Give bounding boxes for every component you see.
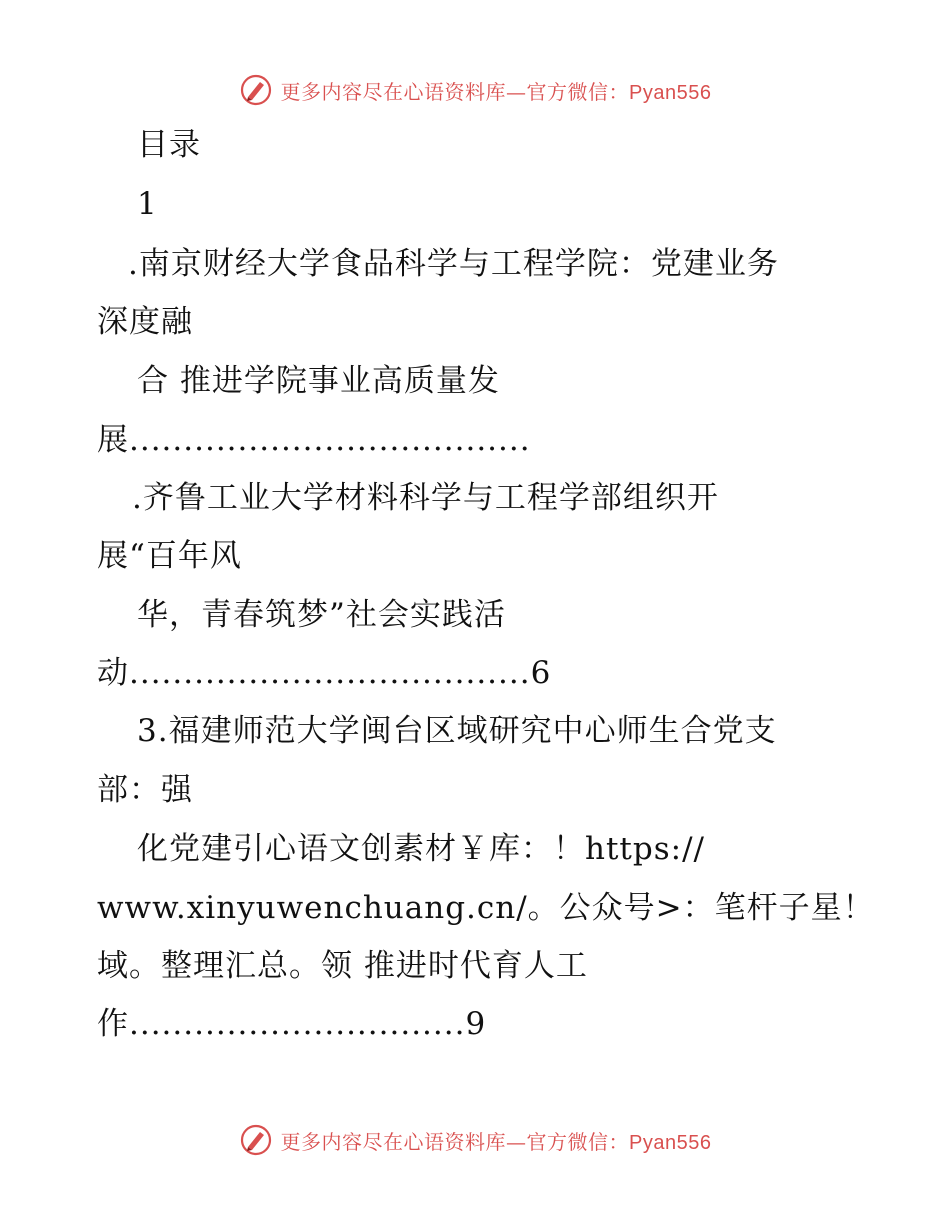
header-watermark xyxy=(0,70,950,110)
watermark-text: 更多内容尽在心语资料库—官方微信：Pyan556 xyxy=(280,79,712,104)
toc-line: 化党建引心语文创素材￥库：！https:// xyxy=(137,831,705,867)
toc-line: 展“百年风 xyxy=(97,538,242,574)
toc-line: 域。整理汇总。领 推进时代育人工 xyxy=(97,948,588,984)
toc-line: 深度融 xyxy=(97,304,193,340)
toc-line: 作...............................9 xyxy=(97,1006,487,1042)
footer-watermark xyxy=(0,1120,950,1160)
toc-line: 部：强 xyxy=(97,772,193,808)
toc-line: 合 推进学院事业高质量发 xyxy=(137,363,500,399)
toc-line: 1 xyxy=(137,186,158,222)
pen-logo-icon xyxy=(239,73,273,107)
pen-logo-icon xyxy=(239,1123,273,1157)
toc-line: 华，青春筑梦”社会实践活 xyxy=(137,597,506,633)
watermark-text: 更多内容尽在心语资料库—官方微信：Pyan556 xyxy=(280,1129,712,1154)
toc-line: 3.福建师范大学闽台区域研究中心师生合党支 xyxy=(137,713,777,749)
toc-heading: 目录 xyxy=(137,127,201,163)
toc-entry-title: .南京财经大学食品科学与工程学院：党建业务 xyxy=(128,246,779,282)
toc-line: .齐鲁工业大学材料科学与工程学部组织开 xyxy=(132,480,719,516)
toc-line: 动.....................................6 xyxy=(97,655,552,691)
toc-line: www.xinyuwenchuang.cn/。公众号>：笔杆子星！ xyxy=(97,890,875,926)
toc-line: 展..................................... xyxy=(97,422,531,458)
